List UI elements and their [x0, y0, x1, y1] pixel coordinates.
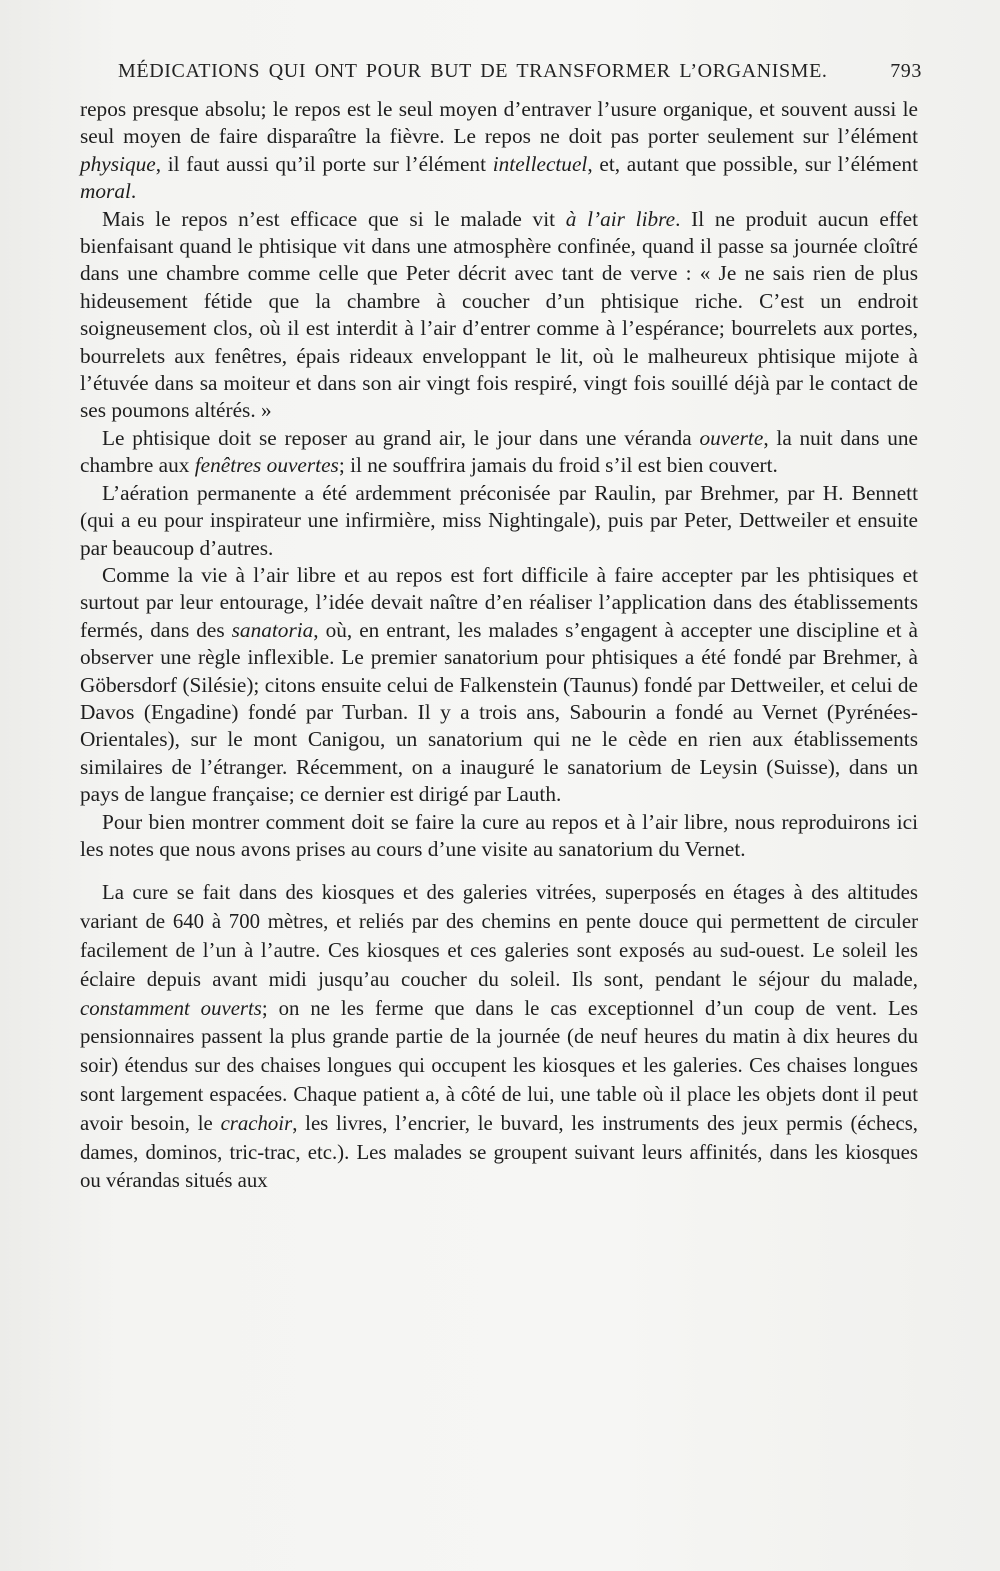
text-run: , les livres, l’encrier, le buvard, les instruments des jeux permis (échecs, dames, dominos, tric-trac, etc.). Les malades se groupent suivant leurs affinités, dans les kiosques ou vérandas situés aux	[80, 1111, 918, 1193]
paragraph	[80, 809, 918, 864]
paragraph	[80, 96, 918, 206]
paragraph	[80, 206, 918, 425]
text-run: Le phtisique doit se reposer au grand air, le jour dans une véranda	[102, 425, 700, 450]
paragraph	[80, 480, 918, 562]
italic-text: ouverte	[699, 425, 764, 450]
text-run: La cure se fait dans des kiosques et des galeries vitrées, superposés en étages à des altitudes variant de 640 à 700 mètres, et reliés par des chemins en pente douce qui permettent de circuler facilement de l’un à l’autre. Ces kiosques et ces galeries sont exposés au sud-ouest. Le soleil les éclaire depuis avant midi jusqu’au coucher du soleil. Ils sont, pendant le séjour du malade,	[80, 881, 918, 991]
main-text	[80, 96, 918, 863]
paragraph	[80, 562, 918, 809]
paragraph	[80, 425, 918, 480]
text-run: . Il ne produit aucun effet bienfaisant quand le phtisique vit dans une atmosphère confinée, quand il passe sa journée cloîtré dans une chambre comme celle que Peter décrit avec tant de verve : « Je ne sais rien de plus hideusement fétide que la chambre à coucher d’un phtisique riche. C’est un endroit soigneusement clos, où il est interdit à l’air d’entrer comme à l’espérance; bourrelets aux portes, bourrelets aux fenêtres, épais rideaux enveloppant le lit, où le malheureux phtisique mijote à l’étuvée dans sa moiteur et dans son air vingt fois respiré, vingt fois souillé déjà par le contact de ses poumons altérés. »	[80, 206, 919, 423]
text-run: .	[130, 179, 137, 204]
text-run: , il faut aussi qu’il porte sur l’élément	[155, 151, 493, 176]
italic-text: sanatoria	[231, 617, 314, 642]
italic-text: constamment ouverts	[80, 996, 262, 1020]
paragraph	[80, 879, 918, 1196]
text-run: ; on ne les ferme que dans le cas exceptionnel d’un coup de vent. Les pensionnaires passent la plus grande partie de la journée (de neuf heures du matin à dix heures du soir) étendus sur des chaises longues qui occupent les kiosques et les galeries. Ces chaises longues sont largement espacées. Chaque patient a, à côté de lui, une table où il place les objets dont il peut avoir besoin, le	[80, 996, 918, 1135]
text-run: repos presque absolu; le repos est le seul moyen d’entraver l’usure organique, et souvent aussi le seul moyen de faire disparaître la fièvre. Le repos ne doit pas porter seulement sur l’élément	[80, 97, 918, 149]
text-run: L’aération permanente a été ardemment préconisée par Raulin, par Brehmer, par H. Bennett (qui a eu pour inspirateur une infirmière, miss Nightingale), puis par Peter, Dettweiler et ensuite par beaucoup d’autres.	[80, 480, 918, 560]
italic-text: fenêtres ouvertes	[194, 453, 339, 478]
italic-text: à l’air libre	[565, 206, 676, 231]
text-run: , où, en entrant, les malades s’engagent à accepter une discipline et à observer une règle inflexible. Le premier sanatorium pour phtisiques a été fondé par Brehmer, à Göbersdorf (Silésie); citons ensuite celui de Falkenstein (Taunus) fondé par Dettweiler, et celui de Davos (Engadine) fondé par Turban. Il y a trois ans, Sabourin a fondé au Vernet (Pyrénées-Orientales), sur le mont Canigou, un sanatorium qui ne le cède en rien aux établissements similaires de l’étranger. Récemment, on a inauguré le sanatorium de Leysin (Suisse), dans un pays de langue française; ce dernier est dirigé par Lauth.	[80, 617, 918, 807]
running-title: MÉDICATIONS QUI ONT POUR BUT DE TRANSFORMER L’ORGANISME.	[118, 60, 828, 82]
text-run: ; il ne souffrira jamais du froid s’il est bien couvert.	[338, 453, 778, 478]
italic-text: intellectuel	[492, 151, 588, 176]
italic-text: crachoir	[220, 1111, 293, 1135]
text-run: , et, autant que possible, sur l’élément	[587, 151, 918, 176]
text-run: , la nuit dans une chambre aux	[80, 425, 918, 478]
case-notes-text	[80, 879, 918, 1196]
text-run: Comme la vie à l’air libre et au repos est fort difficile à faire accepter par les phtisiques et surtout par leur entourage, l’idée devait naître d’en réaliser l’application dans des établissements fermés, dans des	[80, 562, 918, 642]
text-run: Pour bien montrer comment doit se faire la cure au repos et à l’air libre, nous reproduirons ici les notes que nous avons prises au cours d’une visite au sanatorium du Vernet.	[80, 809, 918, 861]
italic-text: physique	[80, 151, 156, 176]
text-run: Mais le repos n’est efficace que si le malade vit	[102, 206, 566, 231]
page-number: 793	[890, 60, 922, 82]
page-body	[80, 96, 918, 1196]
running-header	[118, 60, 922, 83]
italic-text: moral	[80, 179, 131, 204]
